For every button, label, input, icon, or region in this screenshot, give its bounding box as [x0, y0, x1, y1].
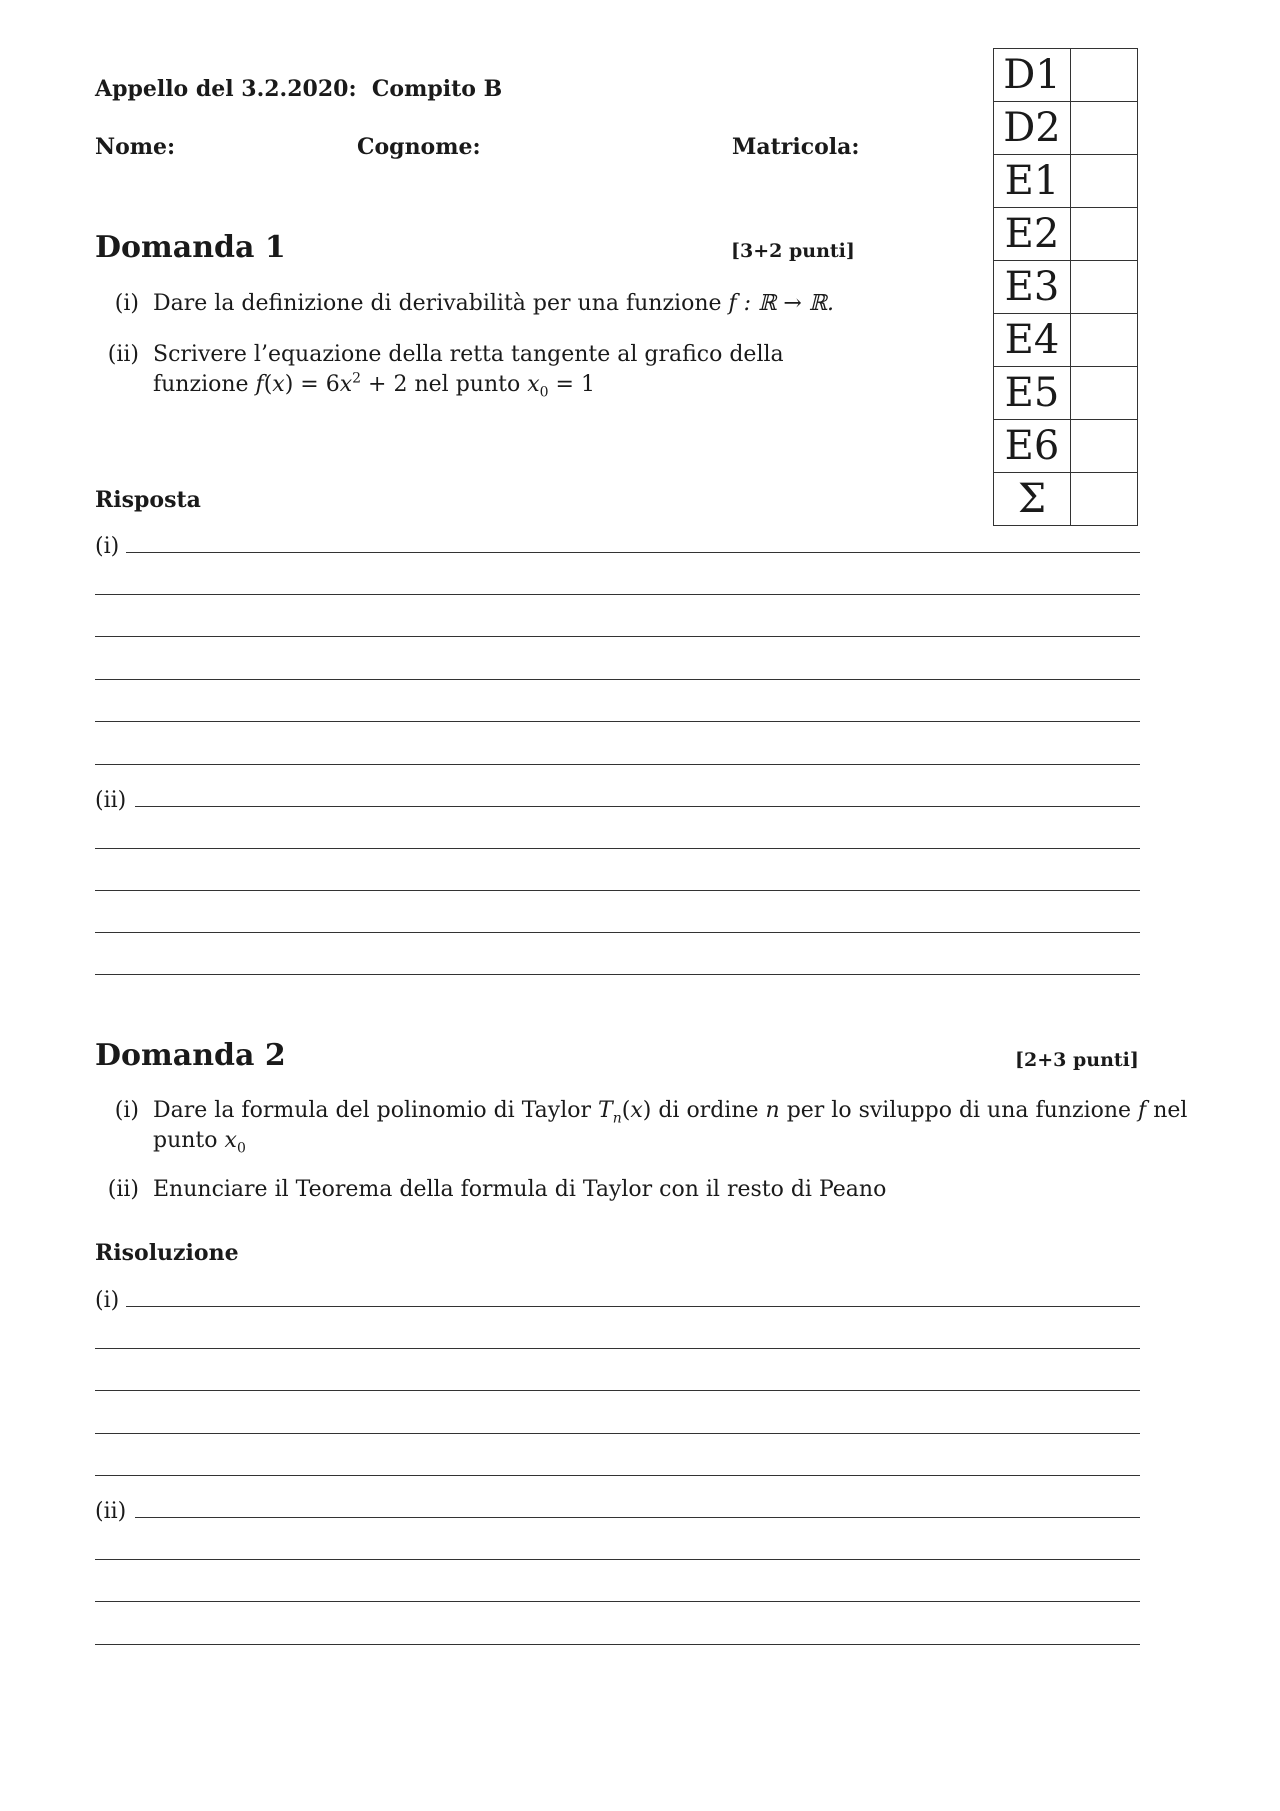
answer-line[interactable]	[95, 1601, 1140, 1602]
answer-line[interactable]	[126, 552, 1140, 553]
answer-mark-ii: (ii)	[95, 1499, 127, 1524]
item-text: punto	[153, 1128, 218, 1153]
score-cell[interactable]	[1071, 420, 1138, 473]
answer-mark-i: (i)	[95, 1288, 120, 1313]
item-text: nel	[1153, 1098, 1188, 1123]
score-cell[interactable]	[1071, 208, 1138, 261]
score-row	[994, 420, 1138, 473]
score-row	[994, 473, 1138, 526]
score-label: E1	[994, 155, 1071, 208]
score-cell[interactable]	[1071, 314, 1138, 367]
item-text: Enunciare il Teorema della formula di Taylor con il resto di Peano	[153, 1177, 887, 1202]
answer-line[interactable]	[126, 1306, 1140, 1307]
item-number: (i)	[114, 1098, 139, 1123]
score-cell[interactable]	[1071, 49, 1138, 102]
answer-line[interactable]	[95, 721, 1140, 722]
answer-line[interactable]	[95, 1348, 1140, 1349]
score-label: E2	[994, 208, 1071, 261]
risoluzione-label: Risoluzione	[95, 1240, 239, 1266]
math-expression: f : ℝ → ℝ.	[728, 291, 835, 316]
cognome-label: Cognome:	[357, 134, 481, 160]
exam-title	[95, 76, 502, 102]
answer-mark-ii: (ii)	[95, 788, 127, 813]
answer-line[interactable]	[95, 764, 1140, 765]
answer-mark-i: (i)	[95, 534, 120, 559]
score-row	[994, 314, 1138, 367]
nome-label: Nome:	[95, 134, 176, 160]
score-row	[994, 367, 1138, 420]
item-text: Scrivere l’equazione della retta tangente al grafico della	[153, 342, 784, 367]
answer-line[interactable]	[95, 1644, 1140, 1645]
score-label: E6	[994, 420, 1071, 473]
answer-line[interactable]	[95, 1433, 1140, 1434]
score-cell[interactable]	[1071, 367, 1138, 420]
answer-line[interactable]	[135, 806, 1140, 807]
score-label: E3	[994, 261, 1071, 314]
matricola-label: Matricola:	[732, 134, 860, 160]
domanda2-points: [2+3 punti]	[1015, 1049, 1139, 1071]
answer-line[interactable]	[95, 974, 1140, 975]
risposta-label: Risposta	[95, 487, 201, 513]
answer-line[interactable]	[95, 679, 1140, 680]
score-cell[interactable]	[1071, 473, 1138, 526]
answer-line[interactable]	[95, 1390, 1140, 1391]
score-label: E4	[994, 314, 1071, 367]
answer-line[interactable]	[95, 932, 1140, 933]
score-label: E5	[994, 367, 1071, 420]
score-label: D1	[994, 49, 1071, 102]
item-number: (ii)	[107, 1177, 139, 1202]
score-table	[993, 48, 1138, 526]
domanda2-title: Domanda 2	[95, 1038, 286, 1073]
item-text: nel punto	[414, 372, 521, 397]
item-text: Dare la definizione di derivabilità per una funzione	[153, 291, 722, 316]
answer-line[interactable]	[95, 848, 1140, 849]
item-text: funzione	[153, 372, 249, 397]
answer-line[interactable]	[95, 890, 1140, 891]
answer-line[interactable]	[95, 636, 1140, 637]
answer-line[interactable]	[95, 1559, 1140, 1560]
score-label: Σ	[994, 473, 1071, 526]
item-text: Dare la formula del polinomio di Taylor	[153, 1098, 592, 1123]
score-cell[interactable]	[1071, 155, 1138, 208]
item-number: (ii)	[107, 342, 139, 367]
answer-line[interactable]	[95, 594, 1140, 595]
score-row	[994, 49, 1138, 102]
answer-line[interactable]	[135, 1517, 1140, 1518]
score-row	[994, 102, 1138, 155]
exam-date: Appello del 3.2.2020:	[95, 76, 357, 102]
score-row	[994, 155, 1138, 208]
item-text: di ordine	[658, 1098, 759, 1123]
answer-line[interactable]	[95, 1475, 1140, 1476]
score-row	[994, 261, 1138, 314]
score-cell[interactable]	[1071, 102, 1138, 155]
score-label: D2	[994, 102, 1071, 155]
score-row	[994, 208, 1138, 261]
math-expression: f	[255, 372, 264, 397]
item-text: per lo sviluppo di una funzione	[786, 1098, 1132, 1123]
score-cell[interactable]	[1071, 261, 1138, 314]
exam-version: Compito B	[371, 76, 503, 102]
item-number: (i)	[114, 291, 139, 316]
domanda1-points: [3+2 punti]	[731, 240, 855, 262]
domanda1-title: Domanda 1	[95, 230, 286, 265]
